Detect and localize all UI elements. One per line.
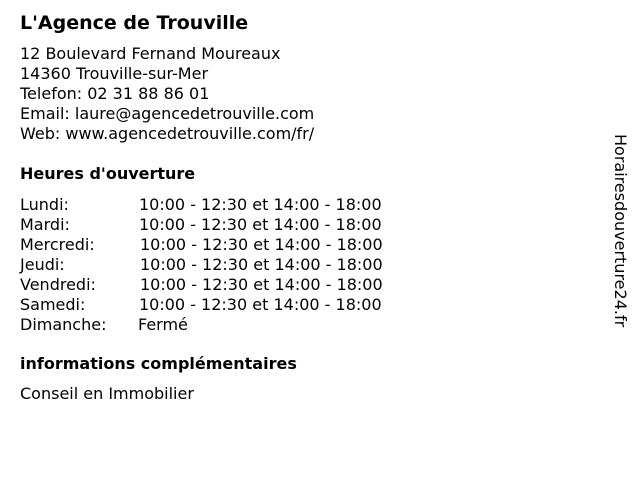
time-range: 10:00 - 12:30 et 14:00 - 18:00 <box>139 195 382 214</box>
opening-hours-heading: Heures d'ouverture <box>20 164 196 183</box>
address-street: 12 Boulevard Fernand Moureaux <box>20 44 281 63</box>
time-range: 10:00 - 12:30 et 14:00 - 18:00 <box>139 215 382 234</box>
contact-block <box>20 44 314 144</box>
time-range: 10:00 - 12:30 et 14:00 - 18:00 <box>140 275 383 294</box>
day-label: Dimanche: <box>20 315 107 334</box>
hours-row-wednesday <box>20 235 440 255</box>
hours-row-friday <box>20 275 440 295</box>
day-label: Lundi: <box>20 195 69 214</box>
hours-row-thursday <box>20 255 440 275</box>
day-label: Samedi: <box>20 295 86 314</box>
additional-info-text: Conseil en Immobilier <box>20 384 194 403</box>
business-name: L'Agence de Trouville <box>20 12 249 34</box>
hours-row-sunday <box>20 315 440 335</box>
additional-info-heading: informations complémentaires <box>20 354 297 373</box>
day-label: Jeudi: <box>20 255 65 274</box>
time-range: 10:00 - 12:30 et 14:00 - 18:00 <box>140 235 383 254</box>
day-label: Vendredi: <box>20 275 96 294</box>
phone-line: Telefon: 02 31 88 86 01 <box>20 84 210 103</box>
opening-hours-table <box>20 195 440 335</box>
watermark-text: Horairesdouverture24.fr <box>611 134 630 328</box>
day-label: Mardi: <box>20 215 70 234</box>
hours-row-saturday <box>20 295 440 315</box>
time-closed: Fermé <box>138 315 188 334</box>
time-range: 10:00 - 12:30 et 14:00 - 18:00 <box>139 295 382 314</box>
address-city: 14360 Trouville-sur-Mer <box>20 64 209 83</box>
website-line: Web: www.agencedetrouville.com/fr/ <box>20 124 315 143</box>
hours-row-monday <box>20 195 440 215</box>
email-line: Email: laure@agencedetrouville.com <box>20 104 315 123</box>
time-range: 10:00 - 12:30 et 14:00 - 18:00 <box>140 255 383 274</box>
hours-row-tuesday <box>20 215 440 235</box>
site-watermark <box>610 134 630 344</box>
day-label: Mercredi: <box>20 235 95 254</box>
